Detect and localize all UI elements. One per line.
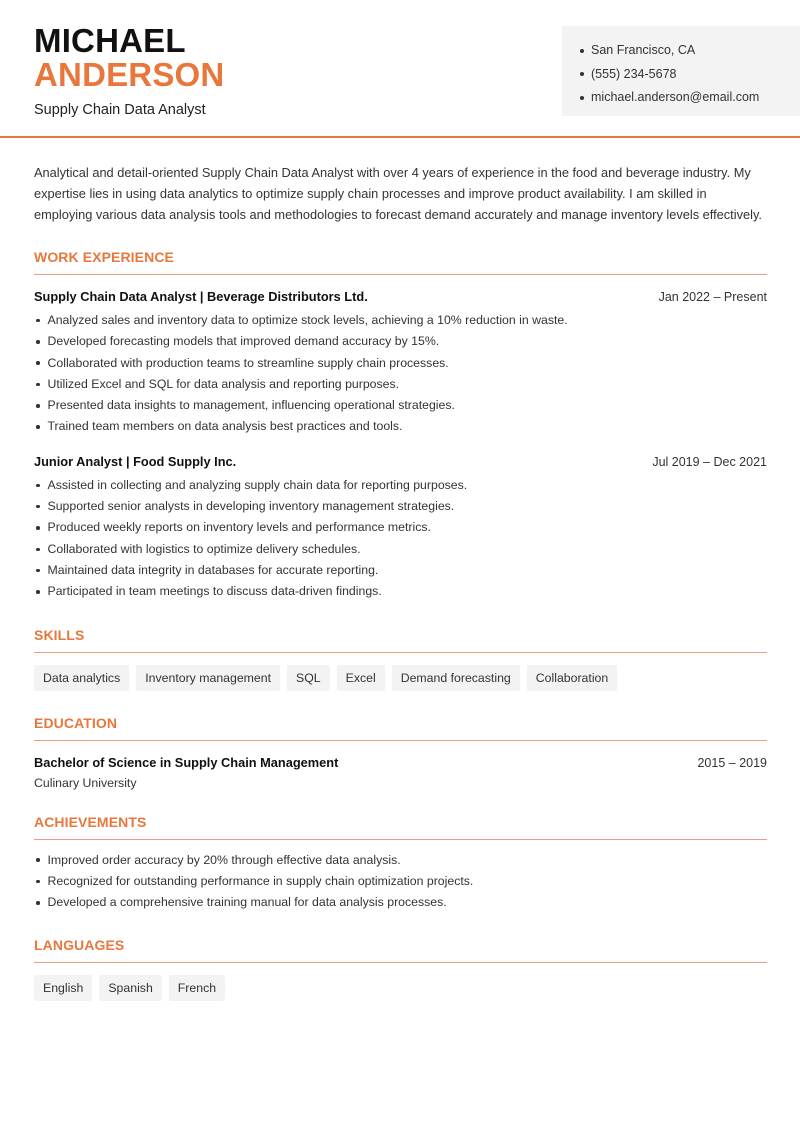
job-header [34,289,767,304]
bullet-item [34,374,767,395]
bullet-text: Improved order accuracy by 20% through effective data analysis. [47,852,401,867]
skill-chip: Demand forecasting [392,665,520,691]
bullet-icon [36,404,40,408]
skill-chip: Excel [337,665,385,691]
contact-location [580,39,800,63]
bullet-text: Collaborated with production teams to streamline supply chain processes. [47,355,449,370]
section-title-work: WORK EXPERIENCE [34,249,767,275]
job-dates: Jan 2022 – Present [658,290,767,304]
bullet-text: Recognized for outstanding performance in supply chain optimization projects. [47,873,474,888]
bullet-item [34,353,767,374]
bullet-item [34,517,767,538]
bullet-text: Assisted in collecting and analyzing supply chain data for reporting purposes. [47,477,468,492]
bullet-icon [36,425,40,429]
bullet-text: Produced weekly reports on inventory levels and performance metrics. [47,520,431,535]
job-bullets [34,310,767,438]
resume-header [0,0,800,138]
degree: Bachelor of Science in Supply Chain Management [34,754,339,770]
school: Culinary University [34,775,137,790]
achievements-list [34,850,767,914]
bullet-item [34,850,767,871]
bullet-icon [36,319,40,323]
education-dates: 2015 – 2019 [697,755,767,770]
language-chip: French [169,975,225,1001]
bullet-text: Collaborated with logistics to optimize delivery schedules. [47,541,361,556]
job-header [34,454,767,469]
resume-body [34,162,767,1001]
bullet-icon [36,901,40,905]
bullet-text: Utilized Excel and SQL for data analysis and reporting purposes. [47,376,400,391]
bullet-text: Trained team members on data analysis best practices and tools. [47,419,403,434]
contact-email [580,86,800,110]
skill-chip: Inventory management [136,665,280,691]
bullet-text: Supported senior analysts in developing inventory management strategies. [47,499,455,514]
bullet-text: Maintained data integrity in databases for accurate reporting. [47,562,379,577]
education-header [34,755,767,770]
job-entry [34,454,767,603]
bullet-item [34,416,767,437]
bullet-item [34,496,767,517]
job-bullets [34,475,767,603]
bullet-icon [36,526,40,530]
email-text: michael.anderson@email.com [591,90,760,104]
job-title: Supply Chain Data Analyst [34,102,206,118]
bullet-icon [36,569,40,573]
section-title-achievements: ACHIEVEMENTS [34,814,767,840]
section-title-skills: SKILLS [34,627,767,653]
bullet-icon [580,72,584,76]
bullet-item [34,892,767,913]
bullet-item [34,539,767,560]
bullet-item [34,871,767,892]
languages-list [34,975,767,1001]
bullet-icon [36,361,40,365]
bullet-icon [36,340,40,344]
bullet-text: Analyzed sales and inventory data to optimize stock levels, achieving a 10% reduction in waste. [47,313,568,327]
bullet-icon [580,49,584,53]
bullet-icon [36,383,40,387]
bullet-text: Developed forecasting models that improved demand accuracy by 15%. [47,334,440,349]
bullet-icon [36,880,40,884]
language-chip: English [34,975,92,1001]
skill-chip: Data analytics [34,665,129,691]
section-title-education: EDUCATION [34,715,767,741]
bullet-item [34,475,767,496]
section-title-languages: LANGUAGES [34,937,767,963]
skills-list [34,665,767,691]
bullet-icon [36,858,40,862]
education-entry [34,755,767,790]
bullet-icon [36,548,40,552]
last-name: ANDERSON [34,56,225,93]
bullet-item [34,560,767,581]
bullet-item [34,581,767,602]
first-name: MICHAEL [34,22,186,59]
location-text: San Francisco, CA [591,43,696,57]
bullet-text: Presented data insights to management, influencing operational strategies. [47,398,455,413]
bullet-item [34,310,767,331]
contact-phone [580,63,800,87]
bullet-item [34,331,767,352]
skill-chip: Collaboration [527,665,617,691]
language-chip: Spanish [99,975,161,1001]
job-dates: Jul 2019 – Dec 2021 [652,454,767,469]
phone-text: (555) 234-5678 [591,66,677,81]
bullet-item [34,395,767,416]
bullet-icon [36,505,40,509]
skill-chip: SQL [287,665,330,691]
job-role: Junior Analyst | Food Supply Inc. [34,453,237,469]
bullet-text: Participated in team meetings to discuss data-driven findings. [47,584,382,599]
summary: Analytical and detail-oriented Supply Chain Data Analyst with over 4 years of experience in the food and beverage industry. My expertise lies in using data analytics to optimize supply chain processes and improve product availability. I am skilled in employing various data analysis tools and methodologies to forecast demand accurately and manage inventory levels effectively. [34,165,762,222]
job-role: Supply Chain Data Analyst | Beverage Distributors Ltd. [34,289,368,304]
job-entry [34,289,767,438]
contact-box [562,26,800,116]
bullet-text: Developed a comprehensive training manual for data analysis processes. [47,895,447,910]
bullet-icon [36,590,40,594]
bullet-icon [580,96,584,100]
bullet-icon [36,484,40,488]
name-block [34,24,224,118]
